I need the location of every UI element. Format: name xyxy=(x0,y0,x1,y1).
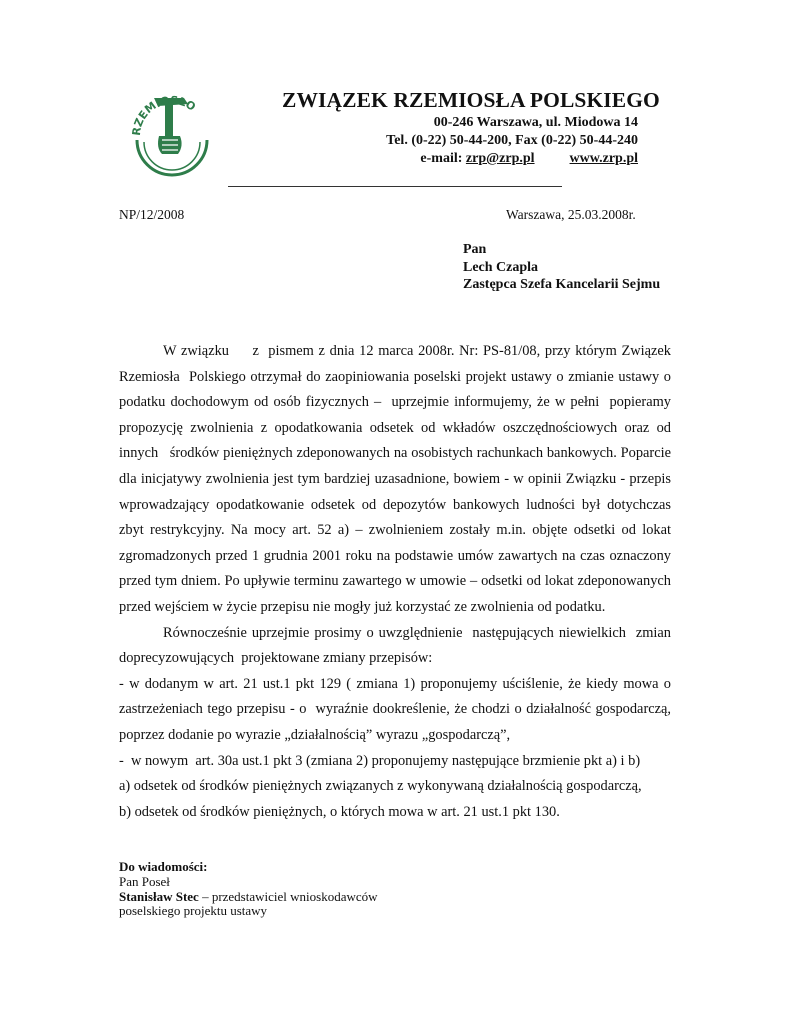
logo-lettering: ZEMIOSŁO xyxy=(132,93,198,129)
reference-number: NP/12/2008 xyxy=(119,207,185,222)
body-paragraph-6: b) odsetek od środków pieniężnych, o których mowa w art. 21 ust.1 pkt 130. xyxy=(119,803,560,820)
email-label: e-mail: xyxy=(420,151,463,166)
organization-logo xyxy=(132,90,212,182)
organization-address: 00-246 Warszawa, ul. Miodowa 14 xyxy=(433,115,638,130)
letter-body xyxy=(119,339,675,825)
organization-contact xyxy=(420,151,638,167)
cc-role: – przedstawiciel wnioskodawców xyxy=(198,888,378,904)
organization-phone-fax: Tel. (0-22) 50-44-200, Fax (0-22) 50-44-240 xyxy=(386,133,638,148)
website-link[interactable]: www.zrp.pl xyxy=(569,151,638,166)
organization-name: ZWIĄZEK RZEMIOSŁA POLSKIEGO xyxy=(282,88,660,112)
body-paragraph-3: - w dodanym w art. 21 ust.1 pkt 129 ( zmiana 1) proponujemy uściślenie, że kiedy mowa o zastrzeżeniach tego przepisu - o wyraźnie dookreślenie, że chodzi o działalność gospodarczą, poprzez dodanie po wyrazie „działalnością” wyrazu „gospodarczą”, xyxy=(119,675,675,743)
header-divider xyxy=(228,186,562,187)
cc-name: Stanisław Stec xyxy=(119,888,199,904)
logo-emblem-icon xyxy=(132,90,212,182)
cc-line-3: poselskiego projektu ustawy xyxy=(119,903,268,919)
cc-block xyxy=(119,860,378,919)
recipient-name: Lech Czapla xyxy=(463,259,539,275)
recipient-block xyxy=(463,241,660,294)
recipient-title: Zastępca Szefa Kancelarii Sejmu xyxy=(463,277,661,292)
body-paragraph-5: a) odsetek od środków pieniężnych związanych z wykonywaną działalnością gospodarczą, xyxy=(119,778,642,795)
recipient-salutation: Pan xyxy=(463,242,487,257)
cc-line-2 xyxy=(119,890,378,905)
email-link[interactable]: zrp@zrp.pl xyxy=(465,151,535,166)
body-paragraph-4: - w nowym art. 30a ust.1 pkt 3 (zmiana 2) proponujemy następujące brzmienie pkt a) i b) xyxy=(119,752,641,769)
body-paragraph-1: W związku z pismem z dnia 12 marca 2008r. Nr: PS-81/08, przy którym Związek Rzemiosła Polskiego otrzymał do zaopiniowania poselski projekt ustawy o zmianie ustawy o podatku dochodowym od osób fizycznych – uprzejmie informujemy, że w pełni popieramy propozycję zwolnienia z opodatkowania odsetek od wkładów oszczędnościowych oraz od innych środków pieniężnych zdeponowanych na osobistych rachunkach bankowych. Poparcie dla inicjatywy zwolnienia jest tym bardziej uzasadnione, bowiem - w opinii Związku - przepis wprowadzający opodatkowanie odsetek od depozytów bankowych ludności był dotychczas zbyt restrykcyjny. Na mocy art. 52 a) – zwolnieniem zostały m.in. objęte odsetki od lokat zgromadzonych przed 1 grudnia 2001 roku na podstawie umów zawartych na czas oznaczony przed tym dniem. Po upływie terminu zawartego w umowie – odsetki od lokat zdeponowanych przed wejściem w życie przepisu nie mogły już korzystać ze zwolnienia od podatku. xyxy=(119,343,675,615)
cc-label: Do wiadomości: xyxy=(119,859,208,874)
cc-line-1: Pan Poseł xyxy=(119,873,170,889)
body-paragraph-2: Równocześnie uprzejmie prosimy o uwzględnienie następujących niewielkich zmian doprecyzowujących projektowane zmiany przepisów: xyxy=(119,624,675,667)
place-and-date: Warszawa, 25.03.2008r. xyxy=(506,207,636,222)
